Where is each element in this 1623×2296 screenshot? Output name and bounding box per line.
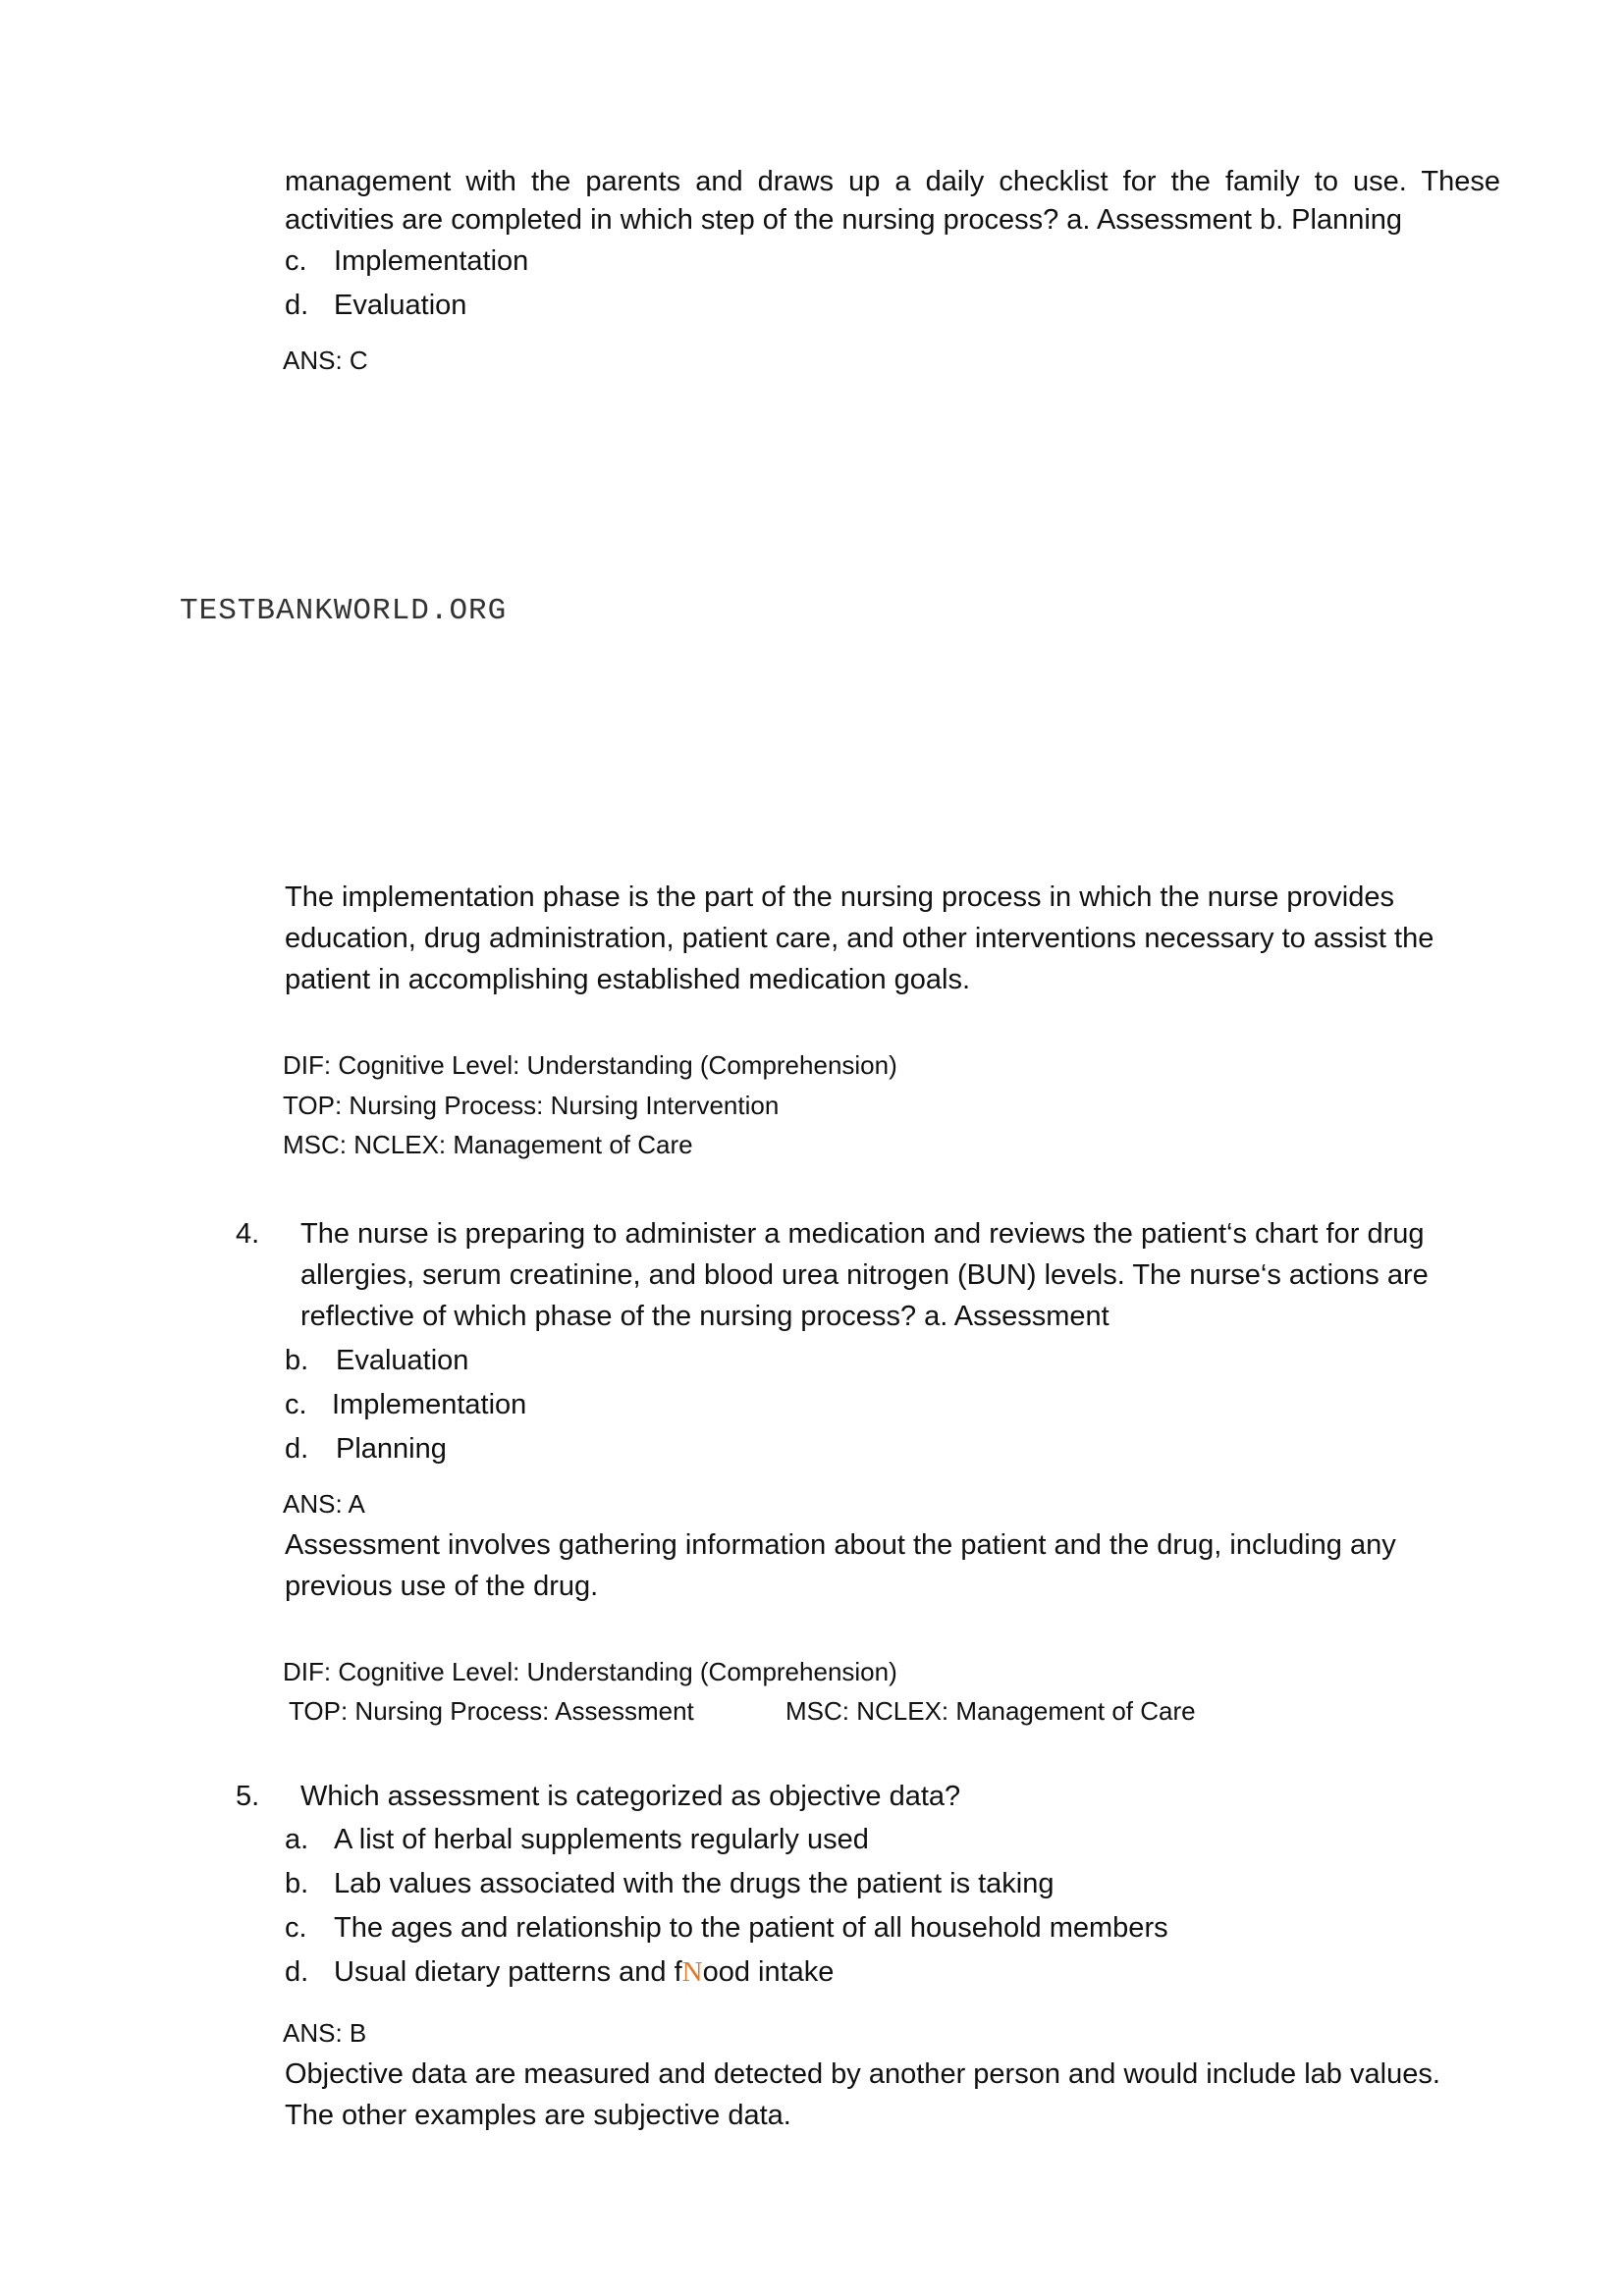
option-letter: d. (285, 1433, 309, 1465)
q5-option-d (285, 1955, 835, 1989)
watermark: TESTBANKWORLD.ORG (180, 594, 508, 628)
q3-option-d (285, 289, 467, 322)
highlight-mark: N (681, 1956, 703, 1988)
q5-option-b (285, 1867, 1055, 1900)
q3-rationale-line: education, drug administration, patient care, and other interventions necessary to assist the (285, 923, 1434, 954)
option-text: Planning (336, 1433, 447, 1465)
option-text: Evaluation (334, 290, 467, 321)
option-letter: c. (285, 245, 307, 277)
q4-msc: MSC: NCLEX: Management of Care (785, 1696, 1196, 1726)
q4-stem-line: reflective of which phase of the nursing process? a. Assessment (300, 1301, 1109, 1332)
q3-stem-line: activities are completed in which step of the nursing process? a. Assessment b. Planning (285, 204, 1403, 236)
q5-stem: Which assessment is categorized as objective data? (300, 1781, 961, 1812)
q3-dif: DIF: Cognitive Level: Understanding (Comprehension) (283, 1050, 897, 1080)
q4-answer: ANS: A (283, 1489, 365, 1519)
option-letter: d. (285, 1956, 309, 1988)
q3-top: TOP: Nursing Process: Nursing Intervention (283, 1091, 780, 1120)
option-letter: c. (285, 1912, 307, 1944)
q4-option-b (285, 1344, 469, 1377)
q4-stem-line: allergies, serum creatinine, and blood urea nitrogen (BUN) levels. The nurse‘s actions are (300, 1259, 1429, 1291)
option-text: A list of herbal supplements regularly used (334, 1824, 869, 1855)
option-letter: a. (285, 1824, 309, 1855)
option-text: The ages and relationship to the patient of all household members (334, 1912, 1168, 1944)
option-text-part: Usual dietary patterns and f (334, 1956, 682, 1988)
option-text: Evaluation (336, 1345, 469, 1376)
q4-option-c (285, 1388, 527, 1421)
q5-rationale-line: Objective data are measured and detected by another person and would include lab values. (285, 2058, 1440, 2090)
option-letter: d. (285, 290, 309, 321)
q5-rationale-line: The other examples are subjective data. (285, 2100, 791, 2131)
option-letter: c. (285, 1389, 307, 1420)
option-letter: b. (285, 1868, 309, 1899)
q4-rationale-line: Assessment involves gathering information about the patient and the drug, including any (285, 1529, 1396, 1561)
q4-rationale-line: previous use of the drug. (285, 1571, 599, 1602)
q3-msc: MSC: NCLEX: Management of Care (283, 1130, 693, 1159)
q4-number: 4. (236, 1218, 260, 1250)
q3-answer: ANS: C (283, 346, 368, 375)
option-text: Implementation (334, 245, 529, 277)
q5-option-c (285, 1911, 1168, 1945)
q4-stem-line: The nurse is preparing to administer a medication and reviews the patient‘s chart for drug (300, 1218, 1425, 1250)
q3-stem-line: management with the parents and draws up a daily checklist for the family to use. These (285, 166, 1500, 197)
q5-answer: ANS: B (283, 2018, 367, 2048)
q4-top: TOP: Nursing Process: Assessment (289, 1696, 694, 1726)
q3-rationale-line: The implementation phase is the part of the nursing process in which the nurse provides (285, 881, 1395, 913)
q5-number: 5. (236, 1781, 260, 1812)
q5-option-a (285, 1823, 869, 1856)
option-text: Lab values associated with the drugs the patient is taking (334, 1868, 1055, 1899)
option-text: Implementation (332, 1389, 527, 1420)
q3-rationale-line: patient in accomplishing established medication goals. (285, 964, 971, 995)
q3-option-c (285, 244, 529, 278)
option-letter: b. (285, 1345, 309, 1376)
q4-dif: DIF: Cognitive Level: Understanding (Comprehension) (283, 1657, 897, 1686)
option-text-part: ood intake (702, 1956, 835, 1988)
q4-option-d (285, 1432, 447, 1466)
option-text (334, 1955, 834, 1989)
